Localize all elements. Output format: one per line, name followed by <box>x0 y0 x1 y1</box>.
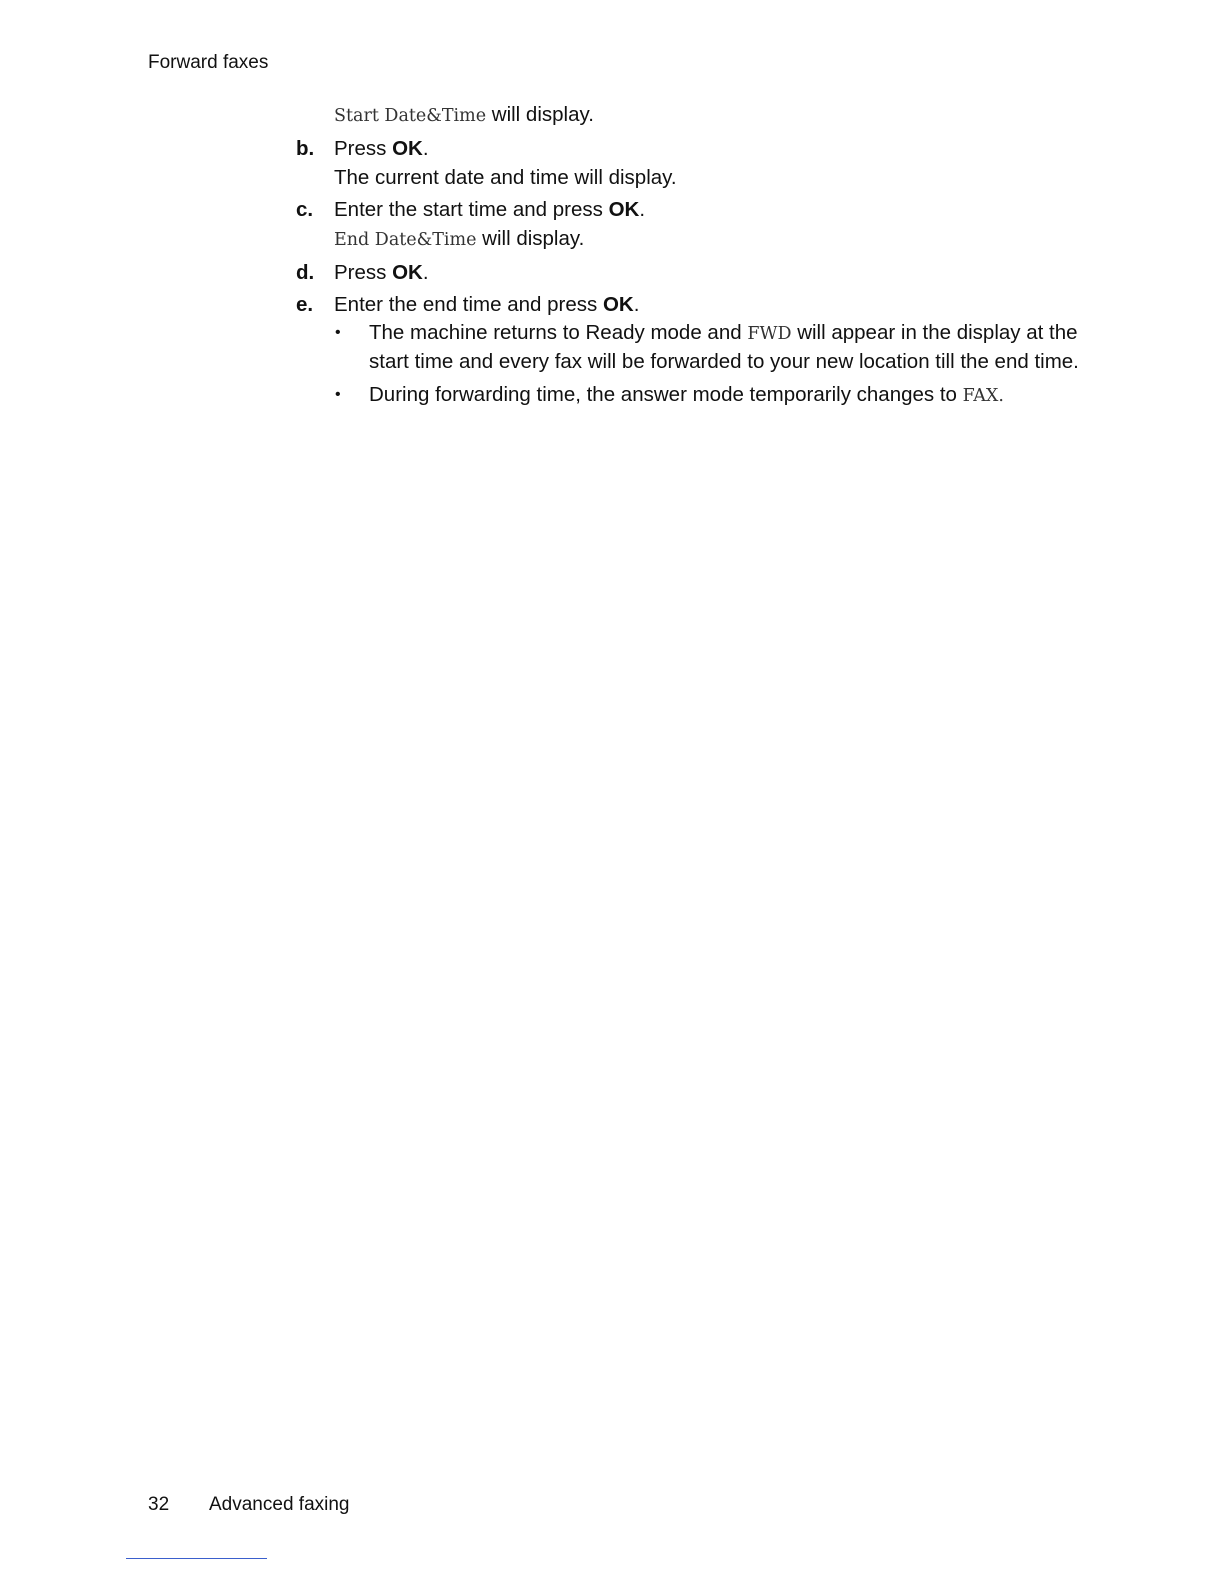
ok-button-label: OK <box>392 261 423 284</box>
page-footer <box>148 1494 350 1516</box>
step-result: The current date and time will display. <box>334 166 677 189</box>
step-text: Press OK. <box>334 137 429 160</box>
bullet-icon: • <box>335 324 341 341</box>
ok-button-label: OK <box>392 137 423 160</box>
step-d <box>296 258 1094 287</box>
step-letter: d. <box>296 261 315 284</box>
intro-text: will display. <box>486 103 594 126</box>
step-result: End Date&Time will display. <box>334 227 585 250</box>
bullet-list <box>334 319 1094 410</box>
instruction-body <box>296 100 1094 416</box>
intro-line <box>334 100 1094 131</box>
step-letter: b. <box>296 137 315 160</box>
ok-button-label: OK <box>602 293 634 316</box>
step-text: Press OK. <box>334 261 429 284</box>
footer-rule <box>126 1558 267 1559</box>
footer-section-title: Advanced faxing <box>209 1494 350 1515</box>
list-item: • During forwarding time, the answer mode temporarily changes to FAX. <box>335 383 1004 406</box>
page-number: 32 <box>148 1494 170 1515</box>
step-b <box>296 134 1094 192</box>
step-text: Enter the start time and press OK. <box>334 198 646 221</box>
ok-button-label: OK <box>608 198 640 221</box>
display-code-fwd: FWD <box>747 324 792 344</box>
step-text: Enter the end time and press OK. <box>334 293 640 316</box>
step-e <box>296 290 1094 410</box>
step-letter: e. <box>296 293 314 316</box>
display-code-end: End Date&Time <box>334 230 477 250</box>
step-c <box>296 195 1094 255</box>
bullet-icon: • <box>335 386 341 403</box>
running-head: Forward faxes <box>148 52 269 73</box>
list-item: • The machine returns to Ready mode and FWD will appear in the display at the start time and every fax will be forwarded to your new location till the end time. <box>335 321 1079 373</box>
display-code-fax: FAX. <box>962 386 1004 406</box>
display-code-start: Start Date&Time <box>334 106 487 126</box>
step-letter: c. <box>296 198 314 221</box>
